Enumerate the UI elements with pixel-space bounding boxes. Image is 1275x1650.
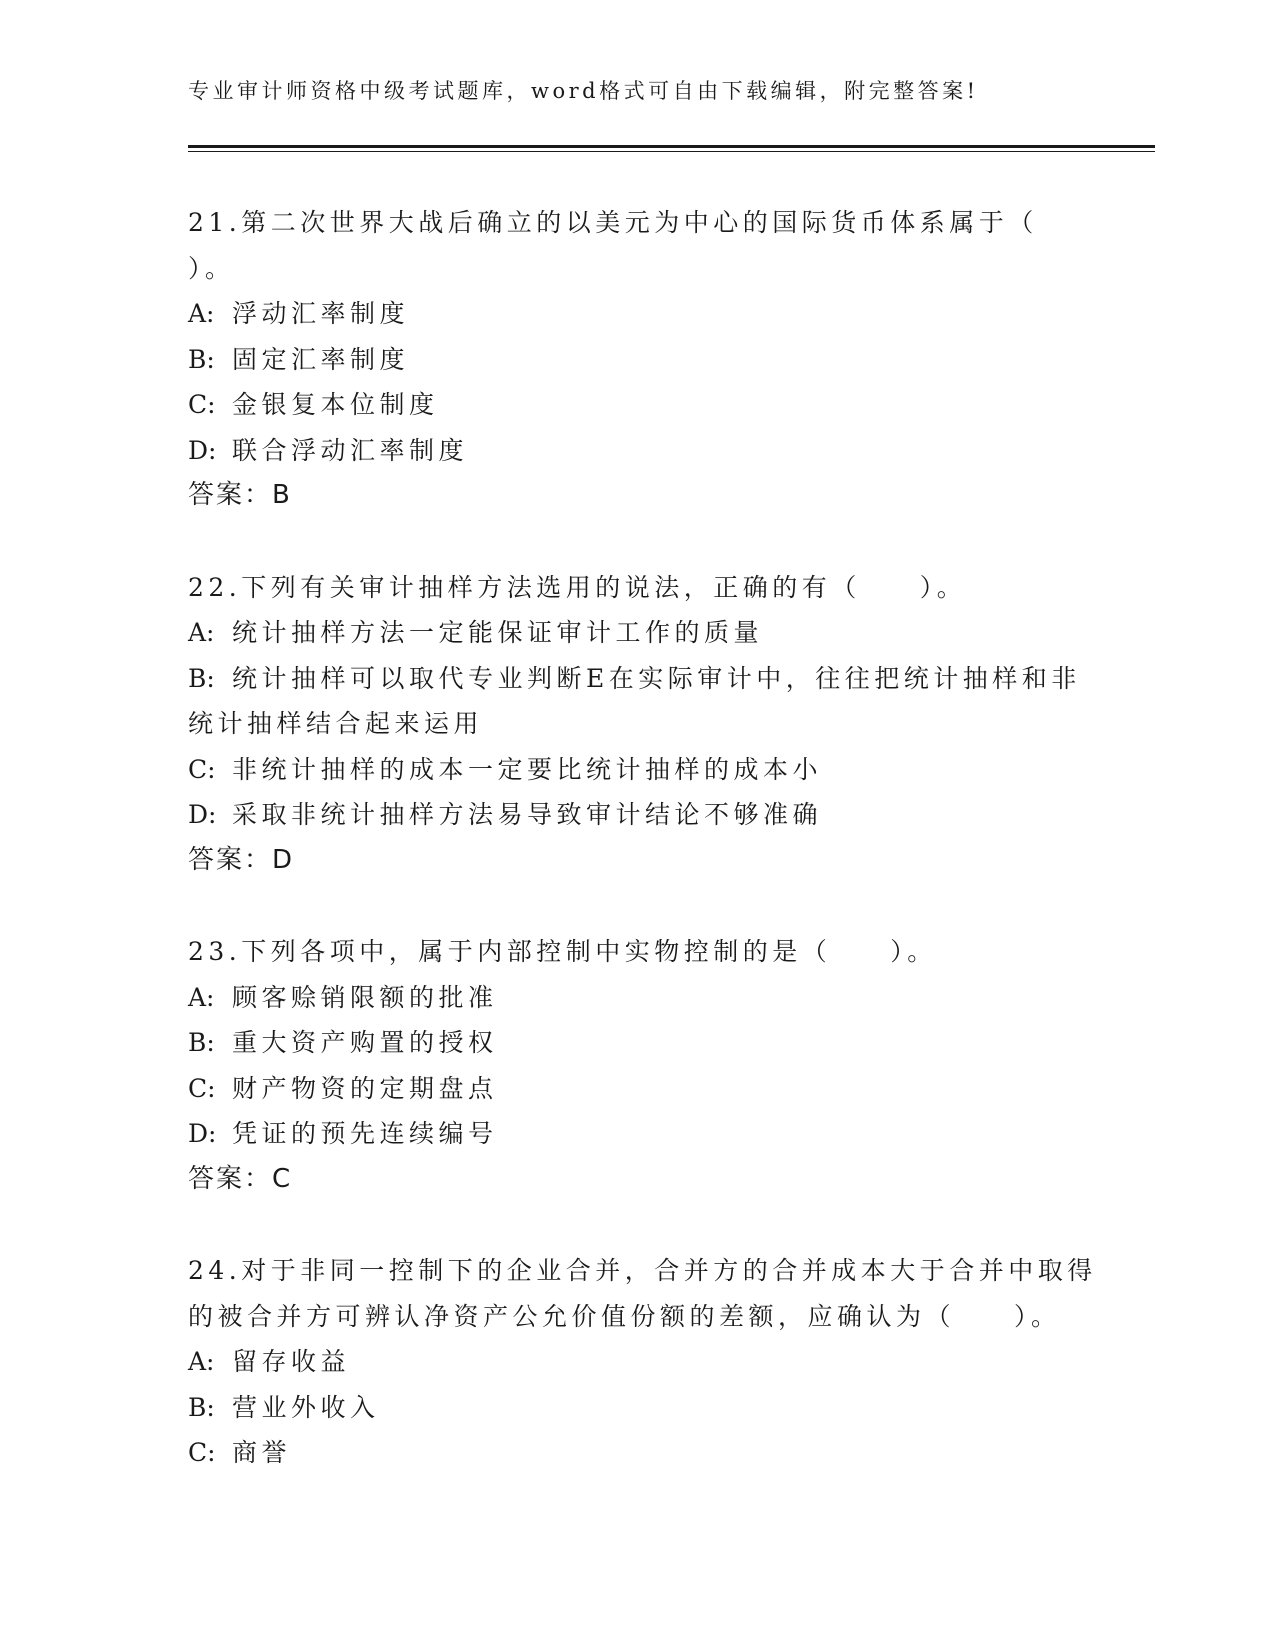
option-text: 留存收益 xyxy=(232,1347,351,1376)
option-text: 联合浮动汇率制度 xyxy=(232,435,469,465)
option-row xyxy=(188,428,1088,474)
option-letter: B: xyxy=(188,1392,215,1422)
option-letter: A: xyxy=(188,618,215,647)
option-text: 顾客赊销限额的批准 xyxy=(232,982,498,1012)
option-row xyxy=(188,337,1088,383)
answer-label: 答案：D xyxy=(188,844,295,875)
option-letter: B: xyxy=(188,344,215,374)
question-stem: 22.下列有关审计抽样方法选用的说法，正确的有（ ）。 xyxy=(188,572,967,602)
header-rule-thin xyxy=(188,151,1155,152)
question-block xyxy=(188,565,1088,884)
question-stem: 23.下列各项中，属于内部控制中实物控制的是（ ）。 xyxy=(188,937,937,966)
question-block xyxy=(188,200,1088,519)
option-row xyxy=(188,747,1088,793)
option-letter: C: xyxy=(188,390,216,419)
question-block xyxy=(188,929,1088,1202)
option-text: 固定汇率制度 xyxy=(232,344,410,374)
question-stem: ）。 xyxy=(188,253,235,283)
option-letter: C: xyxy=(188,754,216,784)
header-rule-thick xyxy=(188,145,1155,148)
question-block xyxy=(188,1248,1097,1476)
option-row xyxy=(188,1066,1088,1112)
option-text: 财产物资的定期盘点 xyxy=(232,1073,498,1103)
option-letter: C: xyxy=(188,1438,216,1467)
option-text: 营业外收入 xyxy=(232,1392,380,1422)
option-letter: D: xyxy=(188,435,217,465)
option-letter: C: xyxy=(188,1073,216,1103)
option-text: 重大资产购置的授权 xyxy=(232,1028,498,1057)
question-list xyxy=(188,200,1097,1522)
option-text: 采取非统计抽样方法易导致审计结论不够准确 xyxy=(232,800,823,829)
question-stem: 21.第二次世界大战后确立的以美元为中心的国际货币体系属于（ xyxy=(188,208,1038,237)
question-stem: 24.对于非同一控制下的企业合并，合并方的合并成本大于合并中取得 xyxy=(188,1256,1097,1285)
option-letter: B: xyxy=(188,663,215,693)
option-text: 浮动汇率制度 xyxy=(232,299,410,328)
option-text: 凭证的预先连续编号 xyxy=(232,1119,498,1148)
question-stem: 的被合并方可辨认净资产公允价值份额的差额，应确认为（ ）。 xyxy=(188,1301,1061,1331)
answer-label: 答案：C xyxy=(188,1163,293,1194)
page-header: 专业审计师资格中级考试题库，word格式可自由下载编辑，附完整答案! xyxy=(188,79,979,103)
option-row xyxy=(188,1385,1088,1431)
option-row xyxy=(188,656,1088,702)
option-text: 统计抽样方法一定能保证审计工作的质量 xyxy=(232,618,764,647)
option-text: 统计抽样可以取代专业判断E在实际审计中，往往把统计抽样和非 xyxy=(232,663,1081,693)
option-text: 金银复本位制度 xyxy=(232,390,439,419)
answer-label: 答案：B xyxy=(188,480,292,510)
option-row xyxy=(188,291,1088,337)
option-letter: A: xyxy=(188,1347,215,1376)
option-row xyxy=(188,610,1088,656)
option-row xyxy=(188,792,1088,838)
option-row xyxy=(188,1020,1088,1066)
option-letter: B: xyxy=(188,1028,215,1057)
option-letter: A: xyxy=(188,982,215,1012)
option-letter: A: xyxy=(188,299,215,328)
option-letter: D: xyxy=(188,1119,217,1148)
option-row xyxy=(188,1111,1088,1157)
option-text: 非统计抽样的成本一定要比统计抽样的成本小 xyxy=(232,754,823,784)
option-row xyxy=(188,382,1088,428)
option-row xyxy=(188,1430,1088,1476)
option-row xyxy=(188,1339,1088,1385)
option-text-continuation: 统计抽样结合起来运用 xyxy=(188,709,484,738)
option-letter: D: xyxy=(188,800,217,829)
option-row xyxy=(188,975,1088,1021)
option-text: 商誉 xyxy=(232,1438,292,1467)
